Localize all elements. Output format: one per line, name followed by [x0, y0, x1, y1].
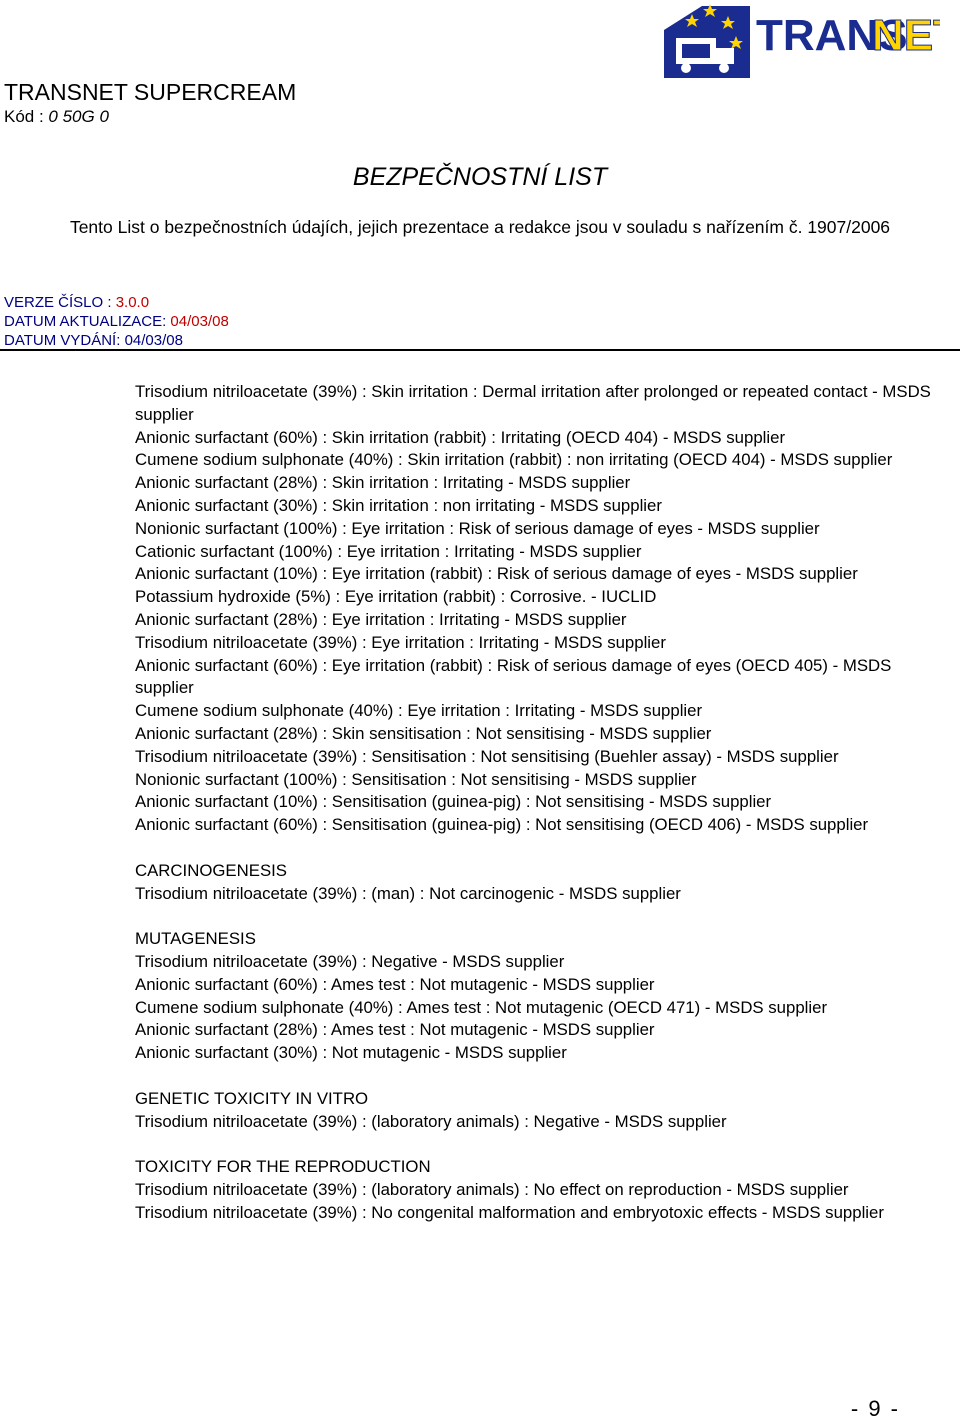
logo-truck-window: [682, 44, 710, 58]
list-item: Trisodium nitriloacetate (39%) : Skin irritation : Dermal irritation after prolonged or repeated contact - MSDS supplier: [135, 382, 931, 424]
version-row: [4, 294, 149, 312]
section-mutagenesis: [135, 928, 950, 1065]
section-reproduction-toxicity: [135, 1156, 950, 1224]
list-item: Anionic surfactant (28%) : Ames test : Not mutagenic - MSDS supplier: [135, 1020, 655, 1040]
list-item: Cumene sodium sulphonate (40%) : Eye irritation : Irritating - MSDS supplier: [135, 701, 703, 721]
update-date-value: 04/03/08: [170, 313, 229, 330]
list-item: Anionic surfactant (10%) : Eye irritation (rabbit) : Risk of serious damage of eyes - MSDS supplier: [135, 564, 858, 584]
list-item: Trisodium nitriloacetate (39%) : Eye irritation : Irritating - MSDS supplier: [135, 632, 666, 652]
list-item: Anionic surfactant (60%) : Skin irritation (rabbit) : Irritating (OECD 404) - MSDS supplier: [135, 427, 786, 447]
logo-truck-wheel: [681, 63, 691, 73]
logo-truck-cab: [716, 48, 734, 64]
list-item: Cumene sodium sulphonate (40%) : Ames test : Not mutagenic (OECD 471) - MSDS supplier: [135, 997, 828, 1017]
section-carcinogenesis: [135, 860, 950, 906]
list-item: Trisodium nitriloacetate (39%) : (man) : Not carcinogenic - MSDS supplier: [135, 883, 681, 903]
header-divider: [0, 349, 960, 351]
section-heading: GENETIC TOXICITY IN VITRO: [135, 1088, 369, 1108]
list-item: Anionic surfactant (30%) : Not mutagenic - MSDS supplier: [135, 1043, 567, 1063]
list-item: Nonionic surfactant (100%) : Eye irritation : Risk of serious damage of eyes - MSDS supplier: [135, 518, 820, 538]
section-heading: TOXICITY FOR THE REPRODUCTION: [135, 1157, 431, 1177]
list-item: Anionic surfactant (28%) : Skin irritation : Irritating - MSDS supplier: [135, 473, 631, 493]
list-item: Anionic surfactant (60%) : Sensitisation (guinea-pig) : Not sensitising (OECD 406) - MSDS supplier: [135, 815, 869, 835]
logo-wordmark-trans: TRANS: [756, 11, 908, 60]
logo-truck-wheel: [719, 63, 729, 73]
list-item: Cumene sodium sulphonate (40%) : Skin irritation (rabbit) : non irritating (OECD 404) - MSDS supplier: [135, 450, 893, 470]
version-label: VERZE ČÍSLO :: [4, 294, 116, 311]
regulation-statement: Tento List o bezpečnostních údajích, jejich prezentace a redakce jsou v souladu s nařízením č. 1907/2006: [69, 217, 891, 237]
list-item: Trisodium nitriloacetate (39%) : (laboratory animals) : Negative - MSDS supplier: [135, 1111, 727, 1131]
list-item: Nonionic surfactant (100%) : Sensitisation : Not sensitising - MSDS supplier: [135, 769, 697, 789]
issue-date-value: 04/03/08: [124, 332, 183, 349]
update-date-row: [4, 313, 229, 331]
version-value: 3.0.0: [115, 294, 150, 311]
list-item: Potassium hydroxide (5%) : Eye irritation (rabbit) : Corrosive. - IUCLID: [135, 587, 657, 607]
list-item: Anionic surfactant (28%) : Eye irritation : Irritating - MSDS supplier: [135, 609, 627, 629]
issue-date-label: DATUM VYDÁNÍ:: [4, 332, 125, 349]
toxicology-content: [135, 381, 950, 1224]
product-name: TRANSNET SUPERCREAM: [4, 79, 297, 105]
transnet-logo-graphic: [662, 0, 940, 80]
section-heading: MUTAGENESIS: [135, 929, 256, 949]
transnet-logo: [662, 0, 940, 80]
list-item: Trisodium nitriloacetate (39%) : Negative - MSDS supplier: [135, 951, 565, 971]
document-title: BEZPEČNOSTNÍ LIST: [352, 163, 608, 191]
list-item: Anionic surfactant (28%) : Skin sensitisation : Not sensitising - MSDS supplier: [135, 723, 712, 743]
list-item: Anionic surfactant (10%) : Sensitisation (guinea-pig) : Not sensitising - MSDS supplier: [135, 792, 772, 812]
logo-wordmark-net: NE: [872, 11, 934, 60]
product-code-value: 0 50G 0: [48, 107, 109, 126]
list-item: Anionic surfactant (60%) : Ames test : Not mutagenic - MSDS supplier: [135, 974, 655, 994]
issue-date-row: [4, 332, 183, 350]
section-genetic-toxicity: [135, 1088, 950, 1134]
list-item: Anionic surfactant (30%) : Skin irritation : non irritating - MSDS supplier: [135, 495, 662, 515]
section-heading: CARCINOGENESIS: [135, 860, 287, 880]
product-code-label: Kód :: [4, 107, 49, 126]
list-item: Trisodium nitriloacetate (39%) : (laboratory animals) : No effect on reproduction - MSDS supplier: [135, 1179, 849, 1199]
update-date-label: DATUM AKTUALIZACE:: [4, 313, 171, 330]
irritation-sensitisation-list: [135, 381, 950, 837]
list-item: Trisodium nitriloacetate (39%) : Sensitisation : Not sensitising (Buehler assay) - MSDS supplier: [135, 746, 839, 766]
page-number: - 9 -: [850, 1396, 900, 1421]
list-item: Trisodium nitriloacetate (39%) : No congenital malformation and embryotoxic effects - MSDS supplier: [135, 1202, 884, 1222]
list-item: Anionic surfactant (60%) : Eye irritation (rabbit) : Risk of serious damage of eyes (OECD 405) - MSDS supplier: [135, 655, 892, 698]
list-item: Cationic surfactant (100%) : Eye irritation : Irritating - MSDS supplier: [135, 541, 642, 561]
product-code: [4, 106, 109, 128]
